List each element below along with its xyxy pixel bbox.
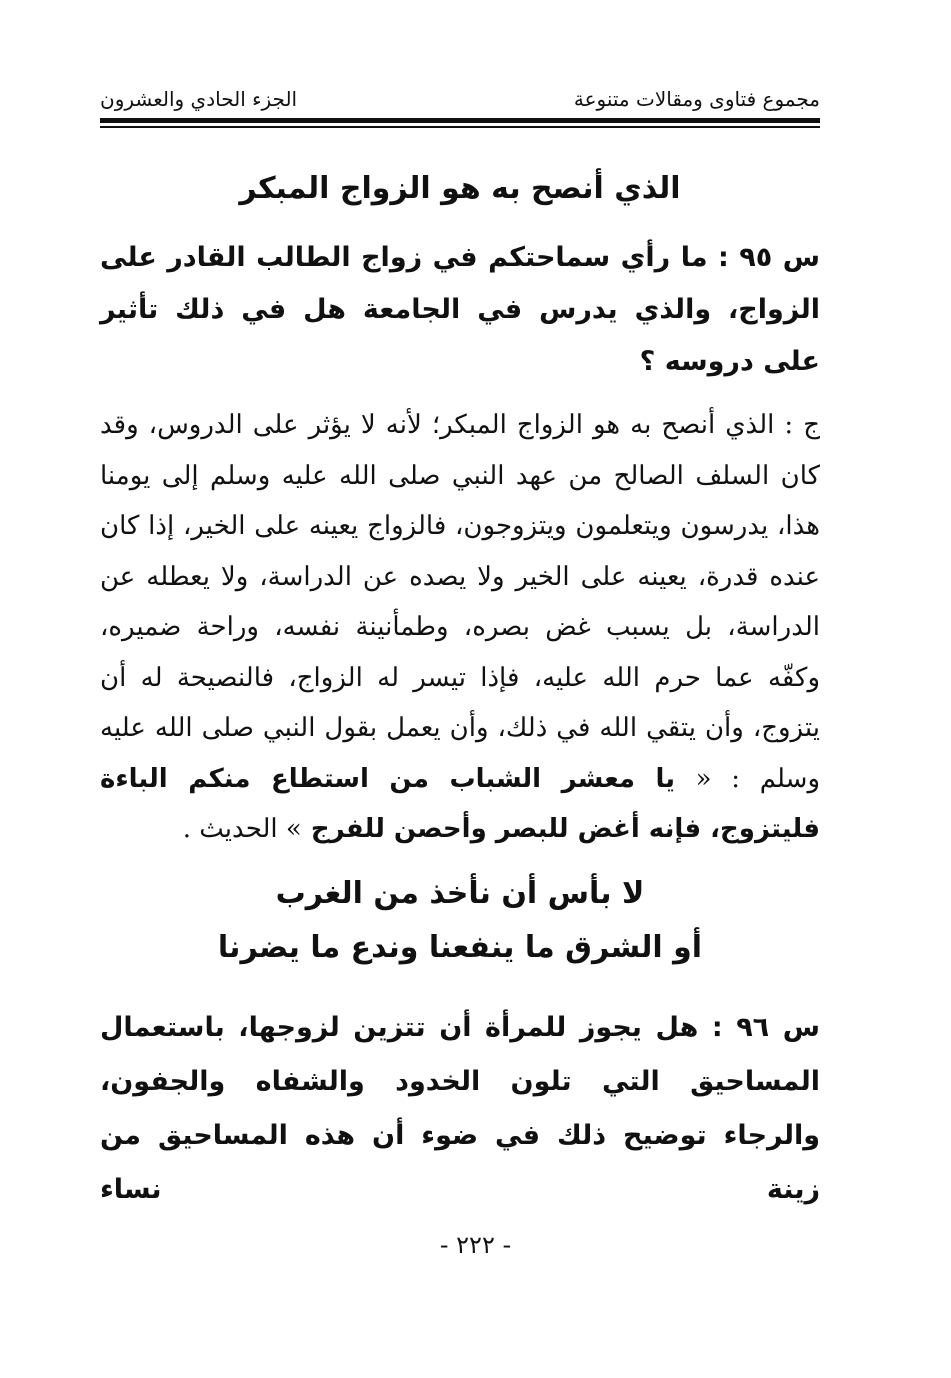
section-title-early-marriage: الذي أنصح به هو الزواج المبكر (239, 171, 681, 206)
header-rule-thin (100, 126, 820, 128)
section-title-line-1: لا بأس أن نأخذ من الغرب (275, 875, 645, 911)
page-number: - ٢٢٢ - (439, 1231, 512, 1259)
question-95: س ٩٥ : ما رأي سماحتكم في زواج الطالب القادر على الزواج، والذي يدرس في الجامعة هل في ذلك تأثير على دروسه ؟ (100, 242, 820, 377)
answer-95 (100, 400, 820, 855)
book-title: مجموع فتاوى ومقالات متنوعة (573, 87, 820, 111)
header-rule-thick (100, 118, 820, 123)
page-content (100, 160, 820, 1217)
running-header (100, 84, 820, 114)
answer-95-ending: » الحديث . (182, 814, 302, 844)
section-title-line-2: أو الشرق ما ينفعنا وندع ما يضرنا (217, 929, 703, 965)
question-96: س ٩٦ : هل يجوز للمرأة أن تتزين لزوجها، باستعمال المساحيق التي تلون الخدود والشفاه والجفون، والرجاء توضيح ذلك في ضوء أن هذه المساحيق من زينة نساء (100, 1011, 820, 1205)
hadith-quote: يا معشر الشباب من استطاع منكم الباءة فليتزوج، فإنه أغض للبصر وأحصن للفرج (100, 763, 820, 844)
volume-label: الجزء الحادي والعشرون (100, 87, 298, 111)
answer-95-text: ج : الذي أنصح به هو الزواج المبكر؛ لأنه لا يؤثر على الدروس، وقد كان السلف الصالح من عهد النبي صلى الله عليه وسلم إلى يومنا هذا، يدرسون ويتعلمون ويتزوجون، فالزواج يعينه على الخير، إذا كان عنده قدرة، يعينه على الخير ولا يصده عن الدراسة، ولا يعطله عن الدراسة، بل يسبب غض بصره، وطمأنينة نفسه، وراحة ضميره، وكفّه عما حرم الله عليه، فإذا تيسر له الزواج، فالنصيحة له أن يتزوج، وأن يتقي الله في ذلك، وأن يعمل بقول النبي صلى الله عليه وسلم : « (100, 410, 821, 794)
section-title-west-east (100, 867, 820, 975)
